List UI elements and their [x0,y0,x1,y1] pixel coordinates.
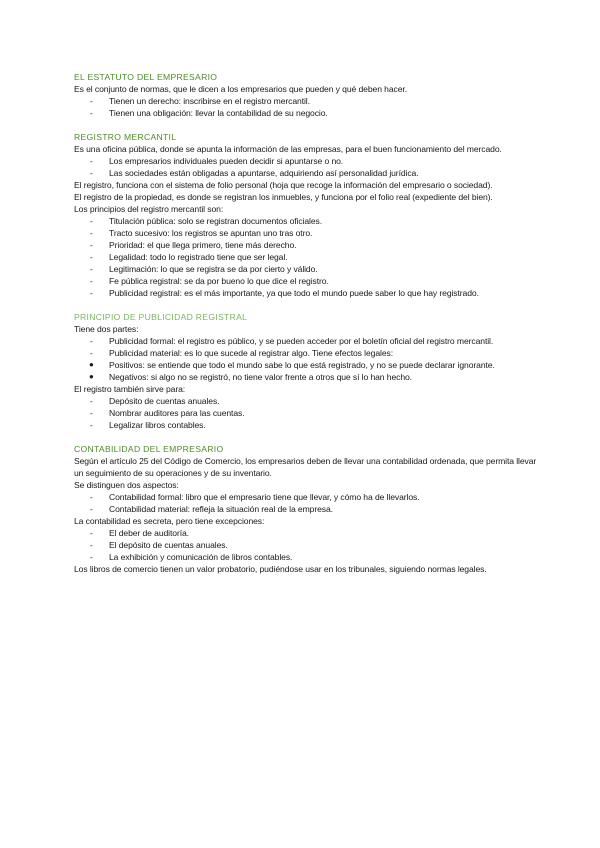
list-item-text: Publicidad material: es lo que sucede al registrar algo. Tiene efectos legales: [109,348,393,358]
section-heading: CONTABILIDAD DEL EMPRESARIO [74,444,224,454]
bullet-dash-icon: - [90,252,93,262]
list-item-text: Los empresarios individuales pueden decidir si apuntarse o no. [109,156,344,166]
bullet-dash-icon: - [90,420,93,430]
bullet-dash-icon: - [90,264,93,274]
list-item-text: Contabilidad formal: libro que el empresario tiene que llevar, y cómo ha de llevarlos. [109,492,420,502]
list-item-text: Depósito de cuentas anuales. [109,396,220,406]
bullet-dot-icon: ● [89,372,94,381]
list-item [74,167,544,179]
list-item-text: Titulación pública: solo se registran documentos oficiales. [109,216,323,226]
list-item [74,359,544,371]
section-heading: REGISTRO MERCANTIL [74,132,177,142]
bullet-dash-icon: - [90,552,93,562]
list-item [74,503,544,515]
list-item [74,491,544,503]
paragraph: La contabilidad es secreta, pero tiene excepciones: [74,516,265,526]
paragraph: El registro también sirve para: [74,384,186,394]
paragraph: Es el conjunto de normas, que le dicen a los empresarios que pueden y qué deben hacer. [74,84,407,94]
paragraph: Según el artículo 25 del Código de Comercio, los empresarios deben de llevar una contabilidad ordenada, que permita llevar un seguimiento de su operaciones y de su inventario. [74,456,537,478]
list-item [74,539,544,551]
list-item [74,527,544,539]
list-item [74,407,544,419]
list-item-text: Tienen una obligación: llevar la contabilidad de su negocio. [109,108,328,118]
list-item [74,419,544,431]
bullet-dash-icon: - [90,276,93,286]
bullet-dash-icon: - [90,408,93,418]
list-item-text: Fe pública registral: se da por bueno lo que dice el registro. [109,276,329,286]
list-item-text: Positivos: se entiende que todo el mundo sabe lo que está registrado, y no se puede declarar ignorante. [109,360,495,370]
bullet-dash-icon: - [90,504,93,514]
list-item-text: Publicidad registral: es el más importante, ya que todo el mundo puede saber lo que hay registrado. [109,288,479,298]
list-item-text: Prioridad: el que llega primero, tiene más derecho. [109,240,297,250]
list-item-text: Tienen un derecho: inscribirse en el registro mercantil. [109,96,310,106]
list-item-text: Negativos: si algo no se registró, no tiene valor frente a otros que sí lo han hecho. [109,372,412,382]
list-item [74,215,544,227]
list-item-text: El depósito de cuentas anuales. [109,540,228,550]
list-item [74,347,544,359]
list-item-text: El deber de auditoría. [109,528,189,538]
paragraph: Se distinguen dos aspectos: [74,480,179,490]
bullet-dash-icon: - [90,288,93,298]
list-item [74,95,544,107]
list-item [74,155,544,167]
bullet-dash-icon: - [90,396,93,406]
list-item [74,263,544,275]
list-item [74,287,544,299]
bullet-dash-icon: - [90,168,93,178]
bullet-dash-icon: - [90,540,93,550]
bullet-dash-icon: - [90,96,93,106]
paragraph: Los principios del registro mercantil son: [74,204,224,214]
section-heading: PRINCIPIO DE PUBLICIDAD REGISTRAL [74,312,248,322]
section [74,443,544,575]
list-item [74,371,544,383]
bullet-dash-icon: - [90,336,93,346]
bullet-dash-icon: - [90,228,93,238]
paragraph: Tiene dos partes: [74,324,139,334]
list-item-text: Tracto sucesivo: los registros se apuntan uno tras otro. [109,228,313,238]
list-item-text: Legitimación: lo que se registra se da por cierto y válido. [109,264,318,274]
list-item-text: Legalizar libros contables. [109,420,206,430]
list-item-text: Legalidad: todo lo registrado tiene que ser legal. [109,252,288,262]
bullet-dash-icon: - [90,492,93,502]
list-item-text: Contabilidad material: refleja la situación real de la empresa. [109,504,333,514]
bullet-dash-icon: - [90,240,93,250]
paragraph: Los libros de comercio tienen un valor probatorio, pudiéndose usar en los tribunales, siguiendo normas legales. [74,564,487,574]
bullet-dash-icon: - [90,528,93,538]
bullet-dash-icon: - [90,156,93,166]
section [74,131,544,299]
list-item-text: Nombrar auditores para las cuentas. [109,408,245,418]
list-item [74,395,544,407]
bullet-dash-icon: - [90,216,93,226]
list-item [74,335,544,347]
list-item [74,239,544,251]
list-item [74,107,544,119]
list-item [74,551,544,563]
paragraph: El registro de la propiedad, es donde se registran los inmuebles, y funciona por el folio real (expediente del bien). [74,192,493,202]
section [74,71,544,119]
list-item-text: Publicidad formal: el registro es público, y se pueden acceder por el boletín oficial del registro mercantil. [109,336,494,346]
paragraph: Es una oficina pública, donde se apunta la información de las empresas, para el buen funcionamiento del mercado. [74,144,502,154]
list-item [74,275,544,287]
bullet-dot-icon: ● [89,360,94,369]
list-item-text: La exhibición y comunicación de libros contables. [109,552,293,562]
list-item [74,227,544,239]
list-item-text: Las sociedades están obligadas a apuntarse, adquiriendo así personalidad jurídica. [109,168,419,178]
document-page [74,71,544,587]
section [74,311,544,431]
bullet-dash-icon: - [90,348,93,358]
bullet-dash-icon: - [90,108,93,118]
section-heading: EL ESTATUTO DEL EMPRESARIO [74,72,218,82]
list-item [74,251,544,263]
paragraph: El registro, funciona con el sistema de folio personal (hoja que recoge la información del empresario o sociedad). [74,180,493,190]
